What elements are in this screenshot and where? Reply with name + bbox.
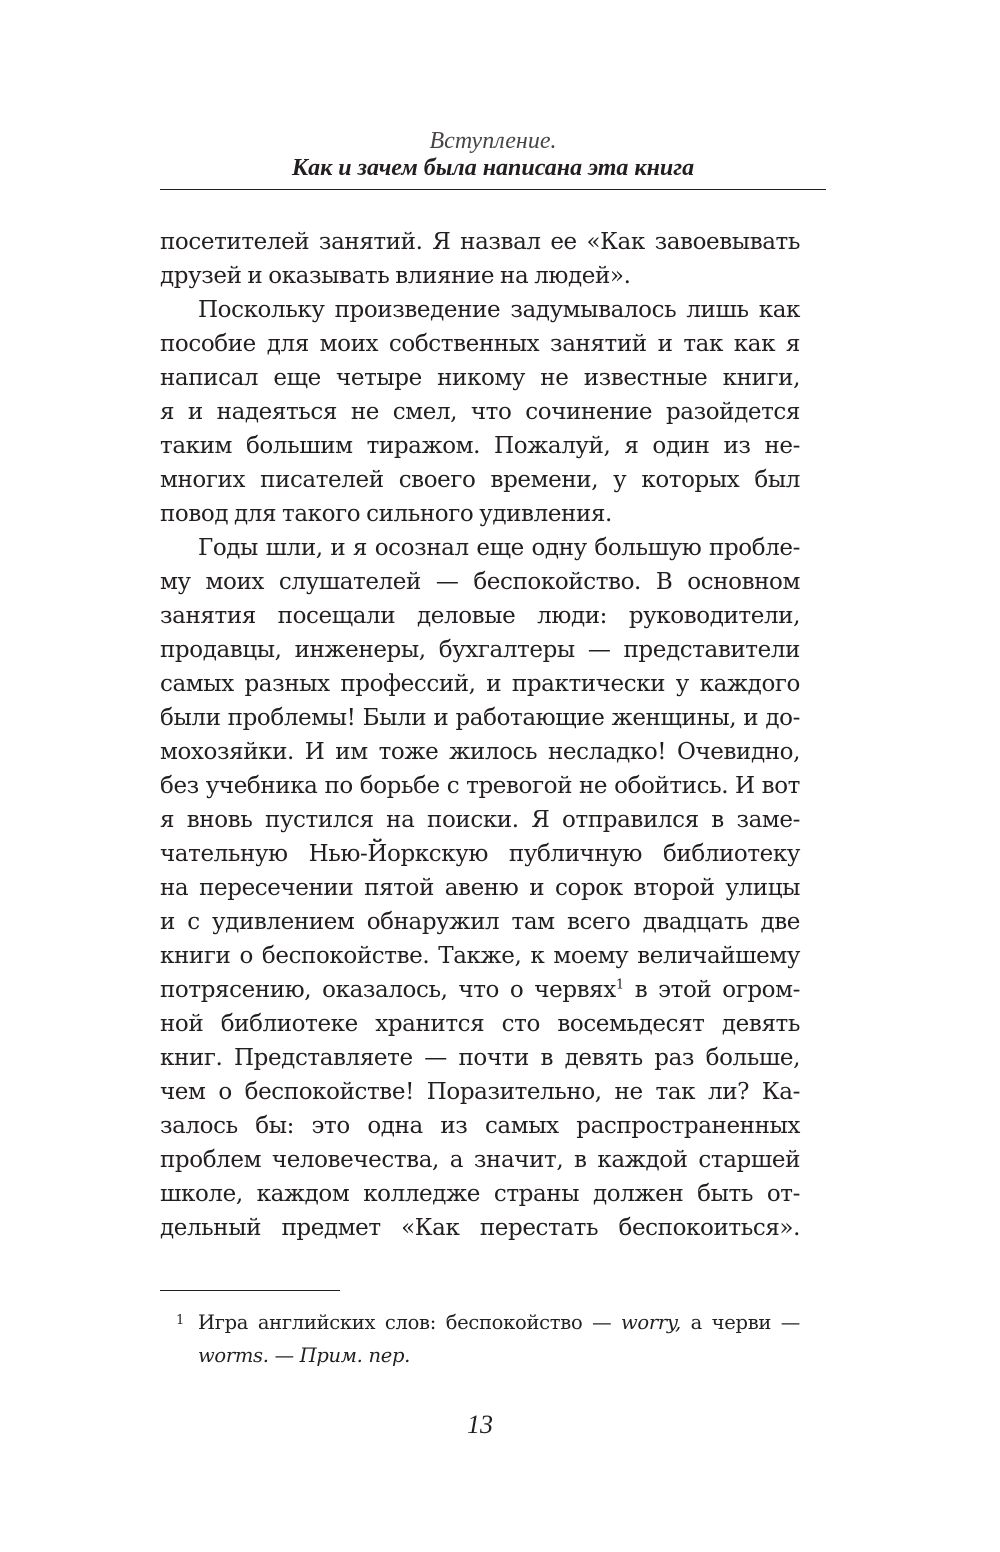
footnote <box>160 1306 800 1372</box>
text-line: чательную Нью-Йоркскую публичную библиотеку <box>160 841 800 867</box>
text-fragment: в этой огром- <box>634 977 800 1003</box>
header-rule <box>160 189 826 190</box>
text-line-with-footnote <box>160 973 800 1007</box>
text-line: были проблемы! Были и работающие женщины, и до- <box>160 705 800 731</box>
text-line: и с удивлением обнаружил там всего двадцать две <box>160 909 800 935</box>
text-fragment: потрясению, оказалось, что о червях <box>160 977 616 1003</box>
text-line: проблем человечества, а значит, в каждой старшей <box>160 1147 800 1173</box>
footnote-text: а черви — <box>690 1311 800 1334</box>
text-line: му моих слушателей — беспокойство. В основном <box>160 569 800 595</box>
text-line: ной библиотеке хранится сто восемьдесят девять <box>160 1011 800 1037</box>
footnote-note: — Прим. пер. <box>274 1344 411 1367</box>
text-line: друзей и оказывать влияние на людей». <box>160 263 631 289</box>
text-line: Годы шли, и я осознал еще одну большую пробле- <box>198 535 800 561</box>
running-head-title: Как и зачем была написана эта книга <box>291 155 695 181</box>
body-text <box>160 225 800 1245</box>
text-line: книг. Представляете — почти в девять раз больше, <box>160 1045 800 1071</box>
text-line: пособие для моих собственных занятий и так как я <box>160 331 800 357</box>
footnote-line <box>160 1339 800 1372</box>
text-line: книги о беспокойстве. Также, к моему величайшему <box>160 943 800 969</box>
running-head-section: Вступление. <box>429 128 557 154</box>
text-line: школе, каждом колледже страны должен быть от- <box>160 1181 800 1207</box>
text-line: я и надеяться не смел, что сочинение разойдется <box>160 399 800 425</box>
text-line: посетителей занятий. Я назвал ее «Как завоевывать <box>160 229 800 255</box>
text-line: продавцы, инженеры, бухгалтеры — представители <box>160 637 800 663</box>
text-line: на пересечении пятой авеню и сорок второй улицы <box>160 875 800 901</box>
footnote-rule <box>160 1290 340 1291</box>
text-line: самых разных профессий, и практически у каждого <box>160 671 800 697</box>
text-line: мохозяйки. И им тоже жилось несладко! Очевидно, <box>160 739 800 765</box>
footnote-text: Игра английских слов: беспокойство — <box>198 1311 612 1334</box>
page-number: 13 <box>467 1410 493 1439</box>
text-line: я вновь пустился на поиски. Я отправился в заме- <box>160 807 800 833</box>
text-line: Поскольку произведение задумывалось лишь как <box>198 297 800 323</box>
text-line: многих писателей своего времени, у которых был <box>160 467 800 493</box>
footnote-term: worms. <box>198 1344 269 1367</box>
text-line: без учебника по борьбе с тревогой не обойтись. И вот <box>160 773 800 799</box>
text-line: занятия посещали деловые люди: руководители, <box>160 603 800 629</box>
text-line: таким большим тиражом. Пожалуй, я один из не- <box>160 433 800 459</box>
text-line: написал еще четыре никому не известные книги, <box>160 365 800 391</box>
footnote-reference[interactable]: 1 <box>615 977 624 993</box>
text-line: дельный предмет «Как перестать беспокоиться». <box>160 1215 800 1241</box>
text-line: чем о беспокойстве! Поразительно, не так ли? Ка- <box>160 1079 800 1105</box>
footnote-mark: 1 <box>176 1313 184 1328</box>
footnote-line <box>160 1306 800 1339</box>
running-head <box>160 128 826 182</box>
footnote-term: worry, <box>621 1311 681 1334</box>
text-line: повод для такого сильного удивления. <box>160 501 612 527</box>
text-line: залось бы: это одна из самых распространенных <box>160 1113 800 1139</box>
